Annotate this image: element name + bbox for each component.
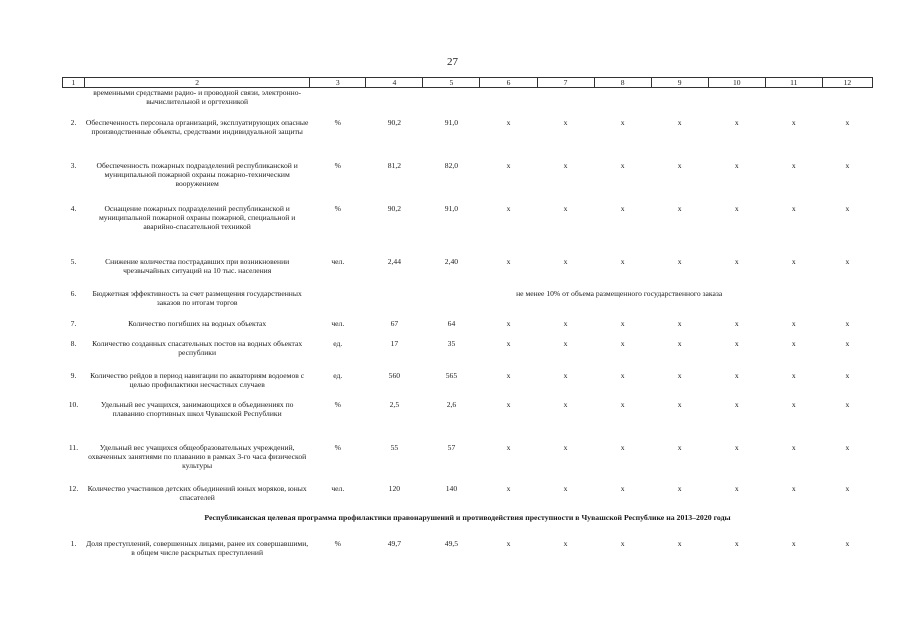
unit-cell: ед. [333,370,343,380]
mark-cell: х [734,442,739,452]
mark-cell: х [845,399,850,409]
mark-cell: х [845,338,850,348]
row-number: 1. [70,538,77,548]
mark-cell: х [734,256,739,266]
section-row [63,511,873,539]
indicator-name: Количество рейдов в период навигации по акваториям водоемов с целью профилактики несчастных случаев [90,370,305,389]
mark-cell: х [845,160,850,170]
value-cell: 67 [390,318,399,328]
mark-cell: х [506,160,511,170]
mark-cell: х [677,442,682,452]
unit-cell: чел. [331,256,345,266]
mark-cell: х [620,338,625,348]
row-number: 2. [70,117,77,127]
col-header: 7 [537,78,594,88]
mark-cell: х [791,442,796,452]
unit-cell: % [334,442,341,452]
value-cell: 2,44 [387,256,402,266]
table-row [63,289,873,319]
mark-cell: х [677,538,682,548]
table-row [63,319,873,339]
row-number: 12. [68,483,79,493]
unit-cell: % [334,538,341,548]
mark-cell: х [620,442,625,452]
unit-cell [310,289,366,319]
value-cell: 2,40 [444,256,459,266]
section-title: Республиканская целевая программа профилактики правонарушений и противодействия преступности в Чувашской Республике на 2013–2020 годы [204,512,731,522]
mark-cell: х [845,442,850,452]
mark-cell: х [563,160,568,170]
value-cell: 64 [447,318,456,328]
mark-cell: х [620,370,625,380]
mark-cell: х [734,117,739,127]
mark-cell: х [791,318,796,328]
mark-cell: х [734,160,739,170]
merged-value: не менее 10% от объема размещенного государственного заказа [516,288,723,298]
indicator-name: Снижение количества пострадавших при возникновении чрезвычайных ситуаций на 10 тыс. населения [105,256,290,275]
mark-cell: х [734,318,739,328]
mark-cell: х [734,370,739,380]
indicator-name: Обеспеченность персонала организаций, эксплуатирующих опасные производственные объекты, средствами индивидуальной защиты [85,117,309,136]
row-number: 9. [70,370,77,380]
mark-cell: х [845,483,850,493]
mark-cell: х [791,117,796,127]
mark-cell [765,88,822,118]
mark-cell [480,88,537,118]
mark-cell: х [845,538,850,548]
table-row [63,400,873,443]
value-cell: 91,0 [444,117,459,127]
value-cell: 35 [447,338,456,348]
mark-cell [594,88,651,118]
col-header: 1 [63,78,85,88]
table-row [63,371,873,400]
row-number: 10. [68,399,79,409]
row-number: 6. [70,288,77,298]
value-cell: 49,5 [444,538,459,548]
mark-cell: х [563,256,568,266]
unit-cell: чел. [331,483,345,493]
indicator-name: Количество погибших на водных объектах [128,318,267,328]
mark-cell: х [563,318,568,328]
mark-cell: х [845,370,850,380]
value-cell: 565 [445,370,458,380]
mark-cell: х [791,203,796,213]
table-row [63,484,873,511]
mark-cell: х [845,256,850,266]
unit-cell: % [334,203,341,213]
indicators-table [62,77,873,579]
row-number: 4. [70,203,77,213]
value-cell [366,88,423,118]
mark-cell [651,88,708,118]
mark-cell: х [506,318,511,328]
mark-cell: х [791,160,796,170]
value-cell: 81,2 [387,160,402,170]
mark-cell [537,88,594,118]
mark-cell: х [791,538,796,548]
indicator-name: Оснащение пожарных подразделений республиканской и муниципальной пожарной охраны пожарной, специальной и аварийно-спасательной техникой [99,203,296,232]
indicator-name: временными средствами радио- и проводной связи, электронно-вычислительной и оргтехникой [93,88,302,107]
mark-cell: х [506,256,511,266]
page-number: 27 [447,56,458,68]
row-number: 3. [70,160,77,170]
mark-cell: х [563,399,568,409]
mark-cell: х [620,117,625,127]
value-cell: 91,0 [444,203,459,213]
mark-cell: х [734,338,739,348]
mark-cell: х [791,338,796,348]
mark-cell: х [845,117,850,127]
col-header: 11 [765,78,822,88]
value-cell: 2,5 [389,399,400,409]
table-row [63,257,873,289]
mark-cell: х [563,538,568,548]
table-row [63,161,873,204]
mark-cell: х [677,338,682,348]
value-cell: 2,6 [446,399,457,409]
mark-cell: х [734,203,739,213]
mark-cell: х [563,203,568,213]
mark-cell: х [620,399,625,409]
col-header: 10 [708,78,765,88]
mark-cell [822,88,872,118]
col-header: 5 [423,78,480,88]
mark-cell: х [677,399,682,409]
value-cell: 120 [388,483,401,493]
mark-cell: х [677,160,682,170]
mark-cell: х [620,318,625,328]
mark-cell: х [677,318,682,328]
mark-cell: х [734,483,739,493]
value-cell: 90,2 [387,117,402,127]
table-row [63,88,873,118]
row-number: 8. [70,338,77,348]
mark-cell: х [620,538,625,548]
mark-cell: х [563,370,568,380]
mark-cell: х [506,117,511,127]
table-row [63,443,873,484]
mark-cell: х [620,160,625,170]
value-cell: 82,0 [444,160,459,170]
row-number: 5. [70,256,77,266]
indicator-name: Обеспеченность пожарных подразделений республиканской и муниципальной пожарной охраны пожарно-техническим вооружением [96,160,298,189]
indicator-name: Количество участников детских объединений юных моряков, юных спасателей [87,483,307,502]
indicator-name: Удельный вес учащихся общеобразовательных учреждений, охваченных занятиями по плаванию в рамках 3-го часа физической культуры [88,442,307,471]
value-cell [423,88,480,118]
unit-cell: ед. [333,338,343,348]
unit-cell: % [334,117,341,127]
indicator-name: Бюджетная эффективность за счет размещения государственных заказов по итогам торгов [92,288,302,307]
mark-cell: х [506,370,511,380]
col-header: 3 [310,78,366,88]
row-number [63,88,85,118]
col-header: 12 [822,78,872,88]
unit-cell [310,88,366,118]
row-number: 11. [68,442,79,452]
col-header: 8 [594,78,651,88]
mark-cell: х [506,338,511,348]
value-cell: 90,2 [387,203,402,213]
mark-cell: х [563,442,568,452]
mark-cell: х [734,538,739,548]
mark-cell [708,88,765,118]
mark-cell: х [791,256,796,266]
mark-cell: х [734,399,739,409]
mark-cell: х [677,483,682,493]
col-header: 2 [85,78,310,88]
indicator-name: Количество созданных спасательных постов на водных объектах республики [92,338,303,357]
row-number: 7. [70,318,77,328]
mark-cell: х [845,203,850,213]
col-header: 9 [651,78,708,88]
mark-cell: х [620,483,625,493]
mark-cell: х [677,117,682,127]
mark-cell: х [791,399,796,409]
mark-cell: х [620,203,625,213]
mark-cell: х [563,483,568,493]
unit-cell: % [334,399,341,409]
mark-cell: х [506,538,511,548]
value-cell: 17 [390,338,399,348]
mark-cell: х [677,256,682,266]
mark-cell: х [506,399,511,409]
mark-cell: х [791,370,796,380]
indicator-name: Доля преступлений, совершенных лицами, ранее их совершавшими, в общем числе раскрытых преступлений [86,538,309,557]
mark-cell: х [563,338,568,348]
table-row [63,339,873,371]
column-number-header [63,78,873,88]
mark-cell: х [563,117,568,127]
mark-cell: х [791,483,796,493]
table-body [63,88,873,579]
unit-cell: % [334,160,341,170]
value-cell: 57 [447,442,456,452]
table-row [63,118,873,161]
mark-cell: х [677,203,682,213]
col-header: 4 [366,78,423,88]
mark-cell: х [506,483,511,493]
col-header: 6 [480,78,537,88]
mark-cell: х [506,203,511,213]
value-cell: 55 [390,442,399,452]
table-row [63,204,873,257]
mark-cell: х [620,256,625,266]
value-cell: 49,7 [387,538,402,548]
table-row [63,539,873,579]
mark-cell: х [506,442,511,452]
indicator-name: Удельный вес учащихся, занимающихся в объединениях по плаванию спортивных школ Чувашской Республики [100,399,294,418]
value-cell: 140 [445,483,458,493]
unit-cell: чел. [331,318,345,328]
mark-cell: х [677,370,682,380]
mark-cell: х [845,318,850,328]
value-cell: 560 [388,370,401,380]
